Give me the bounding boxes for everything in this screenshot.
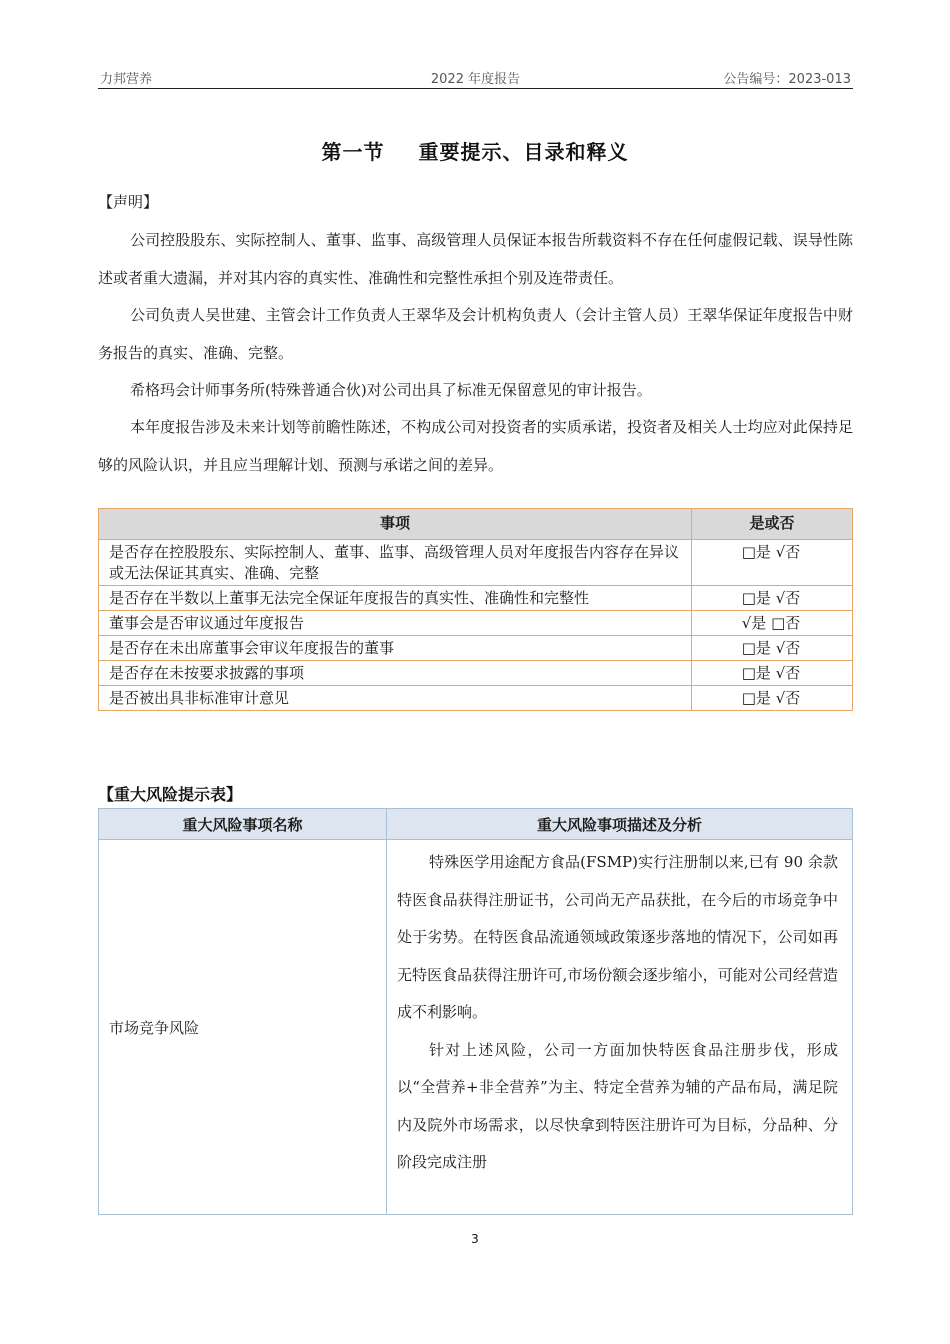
header-company: 力邦营养: [100, 72, 153, 87]
declaration-paragraph: 希格玛会计师事务所(特殊普通合伙)对公司出具了标准无保留意见的审计报告。: [130, 381, 652, 399]
table-row: [99, 636, 853, 661]
page-header: [98, 66, 853, 89]
column-header-risk-name: 重大风险事项名称: [99, 809, 387, 840]
matter-item: 是否被出具非标准审计意见: [99, 686, 692, 711]
matter-answer: □是 √否: [692, 686, 853, 711]
section-title: [0, 136, 950, 165]
risk-name: 市场竞争风险: [99, 840, 387, 1215]
declaration-label: 【声明】: [98, 193, 159, 211]
declaration-paragraph: 本年度报告涉及未来计划等前瞻性陈述，不构成公司对投资者的实质承诺，投资者及相关人士均应对此保持足够的风险认识，并且应当理解计划、预测与承诺之间的差异。: [98, 418, 853, 474]
section-heading: 重要提示、目录和释义: [418, 140, 629, 164]
table-row: [99, 840, 853, 1215]
matter-answer: □是 √否: [692, 540, 853, 586]
table-row: [99, 586, 853, 611]
matter-answer: □是 √否: [692, 636, 853, 661]
declaration-paragraph: 公司负责人吴世建、主管会计工作负责人王翠华及会计机构负责人（会计主管人员）王翠华保证年度报告中财务报告的真实、准确、完整。: [98, 306, 853, 362]
column-header-answer: 是或否: [692, 509, 853, 540]
matter-item: 是否存在未出席董事会审议年度报告的董事: [99, 636, 692, 661]
table-header-row: [99, 809, 853, 840]
column-header-item: 事项: [99, 509, 692, 540]
risk-table: [98, 808, 853, 1215]
matter-item: 是否存在半数以上董事无法完全保证年度报告的真实性、准确性和完整性: [99, 586, 692, 611]
column-header-risk-description: 重大风险事项描述及分析: [387, 809, 853, 840]
header-report-title: 2022 年度报告: [430, 72, 521, 87]
matter-answer: □是 √否: [692, 661, 853, 686]
table-row: [99, 686, 853, 711]
matter-item: 是否存在未按要求披露的事项: [99, 661, 692, 686]
risk-section-title: 【重大风险提示表】: [98, 785, 243, 804]
table-row: [99, 661, 853, 686]
matters-table: [98, 508, 853, 711]
matter-answer: √是 □否: [692, 611, 853, 636]
risk-description-paragraph: 特殊医学用途配方食品(FSMP)实行注册制以来,已有 90 余款特医食品获得注册证书，公司尚无产品获批，在今后的市场竞争中处于劣势。在特医食品流通领域政策逐步落地的情况下，公司如再无特医食品获得注册许可,市场份额会逐步缩小，可能对公司经营造成不利影响。: [397, 853, 838, 1021]
matter-item: 是否存在控股股东、实际控制人、董事、监事、高级管理人员对年度报告内容存在异议或无法保证其真实、准确、完整: [99, 540, 692, 586]
table-header-row: [99, 509, 853, 540]
table-row: [99, 611, 853, 636]
page-number: 3: [471, 1232, 479, 1246]
declaration-paragraph: 公司控股股东、实际控制人、董事、监事、高级管理人员保证本报告所载资料不存在任何虚假记载、误导性陈述或者重大遗漏，并对其内容的真实性、准确性和完整性承担个别及连带责任。: [98, 231, 853, 287]
risk-description-paragraph: 针对上述风险，公司一方面加快特医食品注册步伐，形成以“全营养+非全营养”为主、特定全营养为辅的产品布局，满足院内及院外市场需求，以尽快拿到特医注册许可为目标，分品种、分阶段完成注册: [397, 1040, 838, 1171]
matter-answer: □是 √否: [692, 586, 853, 611]
matter-item: 董事会是否审议通过年度报告: [99, 611, 692, 636]
section-number: 第一节: [321, 140, 385, 164]
risk-description: [387, 840, 853, 1215]
header-announcement-number: 公告编号：2023-013: [723, 72, 851, 87]
table-row: [99, 540, 853, 586]
